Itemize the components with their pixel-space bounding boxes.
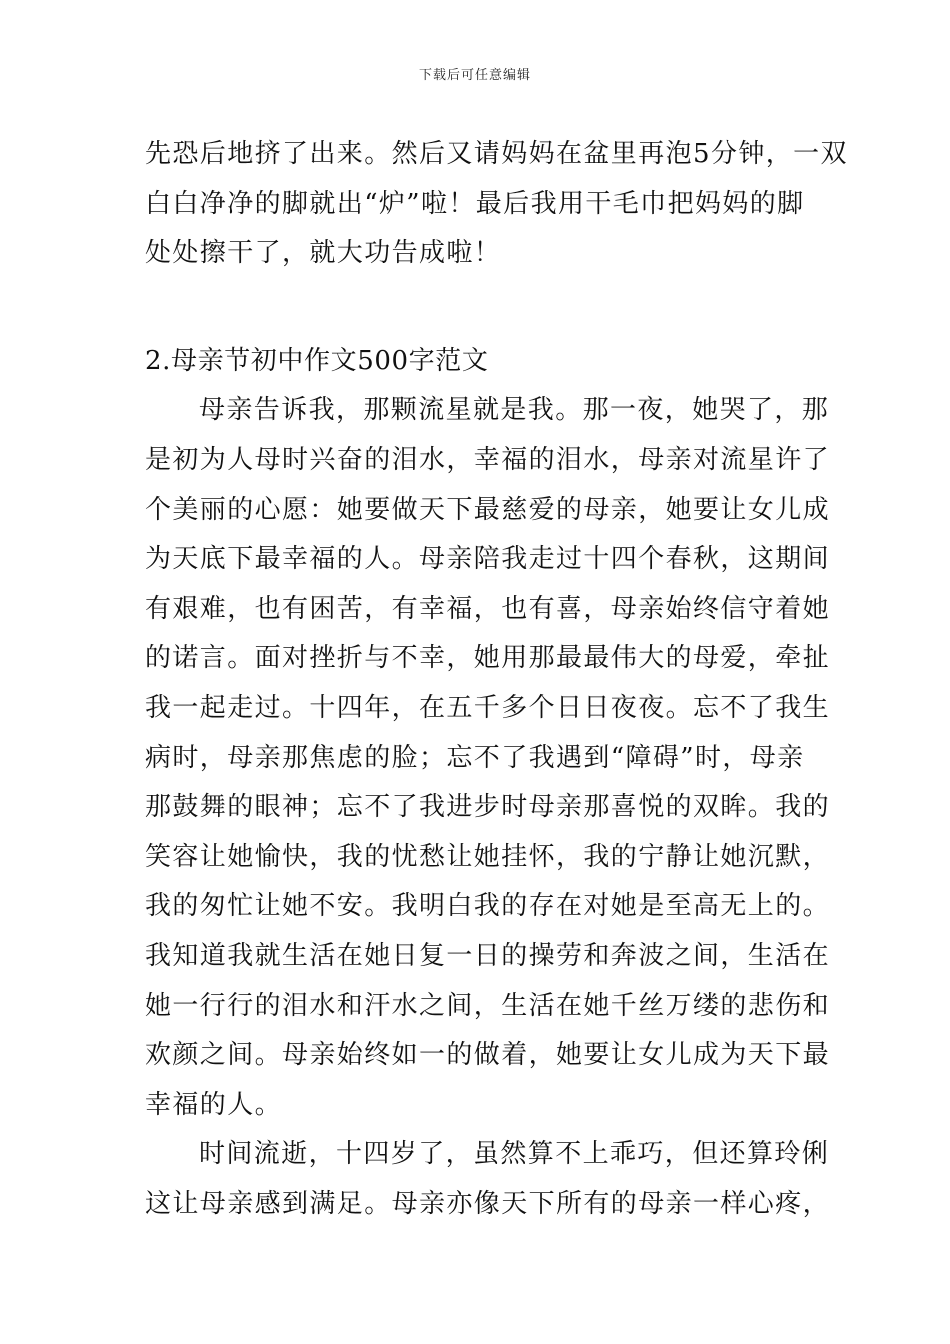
paragraph-2 bbox=[145, 1130, 831, 1229]
text-line: 母亲告诉我，那颗流星就是我。那一夜，她哭了，那 bbox=[199, 395, 830, 426]
text-line: 为天底下最幸福的人。母亲陪我走过十四个春秋，这期间 bbox=[145, 544, 831, 575]
text-line: 笑容让她愉快，我的忧愁让她挂怀，我的宁静让她沉默， bbox=[145, 841, 831, 872]
text-line: 欢颜之间。母亲始终如一的做着，她要让女儿成为天下最 bbox=[145, 1040, 831, 1071]
text-line: 我一起走过。十四年，在五千多个日日夜夜。忘不了我生 bbox=[145, 692, 831, 723]
text-line: 有艰难，也有困苦，有幸福，也有喜，母亲始终信守着她 bbox=[145, 593, 831, 624]
text-line: 是初为人母时兴奋的泪水，幸福的泪水，母亲对流星许了 bbox=[145, 444, 831, 475]
text-line: 个美丽的心愿：她要做天下最慈爱的母亲，她要让女儿成 bbox=[145, 494, 831, 525]
text-line: 她一行行的泪水和汗水之间，生活在她千丝万缕的悲伤和 bbox=[145, 990, 831, 1021]
text-line: 我知道我就生活在她日复一日的操劳和奔波之间，生活在 bbox=[145, 940, 831, 971]
text-line: 的诺言。面对挫折与不幸，她用那最最伟大的母爱，牵扯 bbox=[145, 643, 831, 674]
text-line: 我的匆忙让她不安。我明白我的存在对她是至高无上的。 bbox=[145, 891, 831, 922]
document-body bbox=[145, 130, 848, 1229]
text-line: 白白净净的脚就出“炉”啦！最后我用干毛巾把妈妈的脚 bbox=[145, 188, 805, 219]
text-line: 那鼓舞的眼神；忘不了我进步时母亲那喜悦的双眸。我的 bbox=[145, 792, 831, 823]
intro-paragraph bbox=[145, 130, 848, 279]
section-heading: 2.母亲节初中作文500字范文 bbox=[145, 345, 489, 376]
text-line: 这让母亲感到满足。母亲亦像天下所有的母亲一样心疼， bbox=[145, 1188, 831, 1219]
text-line: 先恐后地挤了出来。然后又请妈妈在盆里再泡5分钟，一双 bbox=[145, 139, 848, 169]
text-line: 幸福的人。 bbox=[145, 1089, 283, 1120]
text-line: 病时，母亲那焦虑的脸；忘不了我遇到“障碍”时，母亲 bbox=[145, 742, 805, 773]
text-line: 时间流逝，十四岁了，虽然算不上乖巧，但还算玲俐 bbox=[199, 1139, 830, 1170]
paragraph-1 bbox=[145, 386, 831, 1130]
page-header: 下载后可任意编辑 bbox=[418, 68, 531, 83]
section-gap bbox=[145, 279, 810, 337]
text-line: 处处擦干了，就大功告成啦！ bbox=[145, 238, 502, 269]
